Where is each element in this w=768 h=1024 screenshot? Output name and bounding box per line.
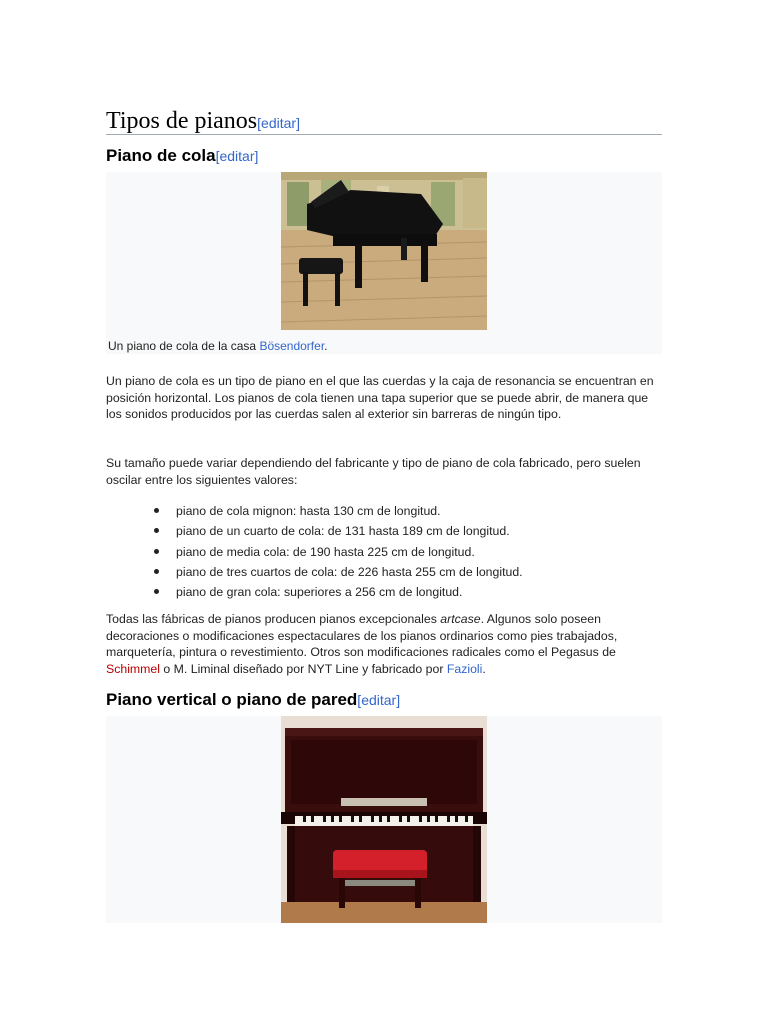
bosendorfer-link[interactable]: Bösendorfer <box>259 339 325 353</box>
grand-piano-sizes-list <box>106 503 662 604</box>
grand-piano-heading <box>106 146 258 166</box>
upright-piano-figure <box>106 716 662 923</box>
section-title-text: Tipos de pianos <box>106 108 258 134</box>
upright-piano-heading-text: Piano vertical o piano de pared <box>106 690 358 709</box>
grand-piano-caption: Un piano de cola de la casa Bösendorfer. <box>108 339 328 353</box>
fazioli-link[interactable]: Fazioli <box>446 661 483 676</box>
grand-piano-figure <box>106 172 662 354</box>
upright-piano-heading <box>106 690 400 710</box>
grand-piano-sizes-intro: Su tamaño puede variar dependiendo del fabricante y tipo de piano de cola fabricado, pero suelen oscilar entre los siguientes valores: <box>106 456 641 487</box>
list-item: piano de tres cuartos de cola: de 226 hasta 255 cm de longitud. <box>106 564 662 584</box>
upright-piano-image[interactable] <box>281 716 487 923</box>
section-title <box>106 108 300 135</box>
list-item: piano de cola mignon: hasta 130 cm de longitud. <box>106 503 662 523</box>
section-heading <box>106 104 662 135</box>
section-edit-link[interactable]: [editar] <box>257 115 300 131</box>
grand-piano-description: Un piano de cola es un tipo de piano en el que las cuerdas y la caja de resonancia se encuentran en posición horizontal. Los pianos de cola tienen una tapa superior que se puede abrir, de manera que los sonidos producidos por las cuerdas salen al exterior sin barreras de ningún tipo. <box>106 374 654 421</box>
schimmel-link[interactable]: Schimmel <box>106 661 160 676</box>
grand-piano-image[interactable] <box>281 172 487 330</box>
list-item: piano de media cola: de 190 hasta 225 cm de longitud. <box>106 544 662 564</box>
grand-piano-edit-link[interactable]: [editar] <box>215 148 259 164</box>
upright-piano-edit-link[interactable]: [editar] <box>357 692 401 708</box>
artcase-paragraph: Todas las fábricas de pianos producen pianos excepcionales artcase. Algunos solo poseen decoraciones o modificaciones espectaculares de los pianos ordinarios como pies trabajados, marquetería, pintura o revestimiento. Otros son modificaciones radicales como el Pegasus de Schimmel o M. Liminal diseñado por NYT Line y fabricado por Fazioli. <box>106 612 618 676</box>
grand-piano-heading-text: Piano de cola <box>106 146 216 165</box>
list-item: piano de un cuarto de cola: de 131 hasta 189 cm de longitud. <box>106 523 662 543</box>
list-item: piano de gran cola: superiores a 256 cm de longitud. <box>106 584 662 604</box>
